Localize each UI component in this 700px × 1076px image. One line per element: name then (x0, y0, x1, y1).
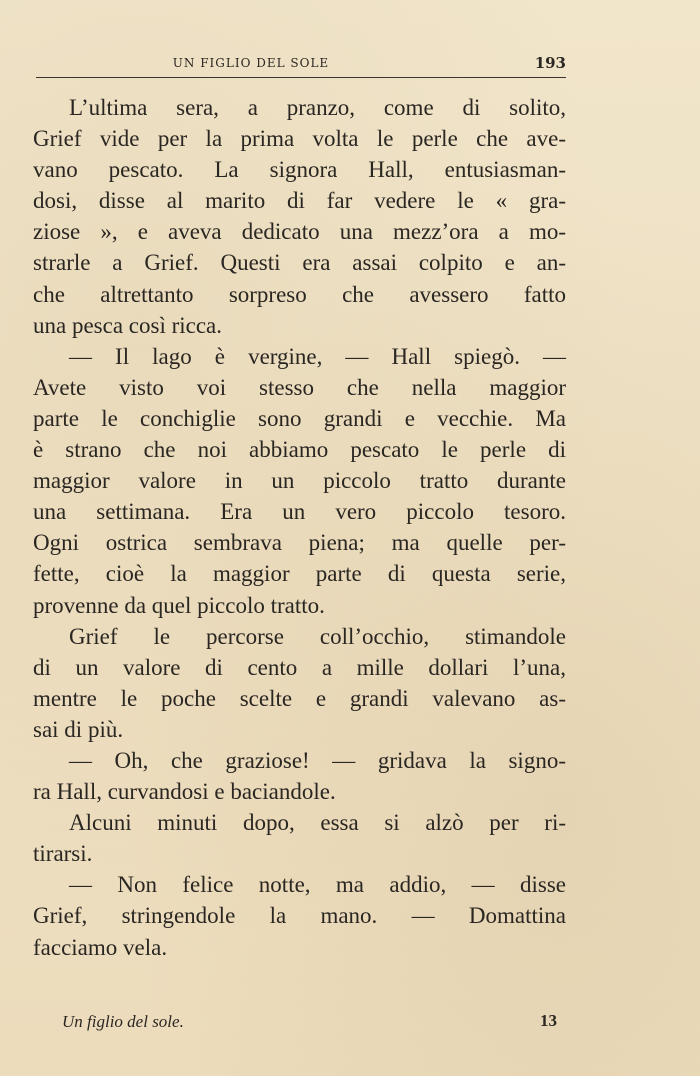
text-line: una settimana. Era un vero piccolo tesoro. (33, 499, 566, 525)
text-line: mentre le poche scelte e grandi valevano as- (33, 685, 566, 711)
text-line: sai di più. (33, 716, 124, 742)
text-line: — Non felice notte, ma addio, — disse (69, 872, 566, 898)
text-line: facciamo vela. (33, 934, 168, 960)
text-line: strarle a Grief. Questi era assai colpito e an- (33, 250, 566, 276)
running-head (36, 54, 566, 78)
text-line: Grief le percorse coll’occhio, stimandole (69, 623, 566, 649)
text-line: è strano che noi abbiamo pescato le perle di (33, 437, 566, 463)
text-line: ra Hall, curvandosi e baciandole. (33, 779, 336, 805)
text-line: Ogni ostrica sembrava piena; ma quelle per- (33, 530, 566, 556)
text-line: vano pescato. La signora Hall, entusiasman- (33, 157, 566, 183)
sheet-number: 13 (540, 1011, 557, 1030)
text-line: dosi, disse al marito di far vedere le « gra- (33, 188, 566, 214)
text-line: tirarsi. (33, 841, 93, 867)
text-line: L’ultima sera, a pranzo, come di solito, (69, 95, 566, 120)
text-line: che altrettanto sorpreso che avessero fatto (33, 281, 566, 307)
text-line: maggior valore in un piccolo tratto durante (33, 468, 566, 494)
text-line: una pesca così ricca. (33, 312, 223, 338)
body-text (33, 92, 566, 963)
text-line: Grief vide per la prima volta le perle che ave- (33, 126, 566, 152)
page-number: 193 (534, 54, 566, 72)
text-line: — Oh, che graziose! — gridava la signo- (69, 747, 566, 773)
text-line: Avete visto voi stesso che nella maggior (33, 374, 566, 400)
header-rule (36, 77, 566, 78)
text-line: Grief, stringendole la mano. — Domattina (33, 903, 566, 929)
running-title: UN FIGLIO DEL SOLE (172, 56, 330, 70)
text-line: — Il lago è vergine, — Hall spiegò. — (69, 343, 566, 369)
text-line: fette, cioè la maggior parte di questa serie, (33, 561, 566, 587)
text-line: parte le conchiglie sono grandi e vecchie. Ma (33, 405, 566, 431)
text-line: Alcuni minuti dopo, essa si alzò per ri- (69, 810, 566, 836)
text-line: di un valore di cento a mille dollari l’una, (33, 654, 566, 680)
text-line: provenne da quel piccolo tratto. (33, 592, 325, 618)
signature-mark: Un figlio del sole. (62, 1012, 184, 1031)
text-line: ziose », e aveva dedicato una mezz’ora a mo- (33, 219, 566, 245)
